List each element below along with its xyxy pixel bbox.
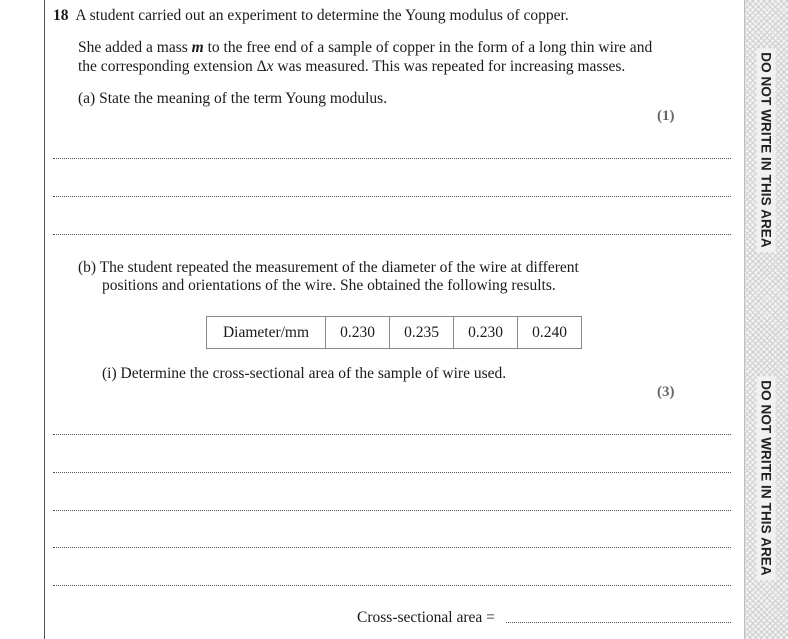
- para-text: to the free end of a sample of copper in the form of a long thin wire and: [203, 39, 653, 56]
- left-margin-rule: [44, 0, 45, 639]
- margin-warning-text: DO NOT WRITE IN THIS AREA: [757, 376, 776, 580]
- extension-symbol: x: [266, 58, 274, 75]
- mass-symbol: m: [191, 39, 204, 56]
- question-number: 18: [53, 7, 69, 24]
- answer-line[interactable]: [53, 472, 731, 473]
- table-row: [207, 317, 582, 349]
- answer-line[interactable]: [53, 196, 731, 197]
- para-text: She added a mass: [78, 39, 192, 56]
- question-intro: [53, 6, 569, 25]
- part-a-prompt: (a) State the meaning of the term Young modulus.: [78, 90, 388, 107]
- question-para-line1: [78, 38, 652, 57]
- answer-line[interactable]: [53, 547, 731, 548]
- table-cell: 0.230: [326, 317, 390, 349]
- question-para-line2: [78, 57, 625, 76]
- answer-line[interactable]: [53, 234, 731, 235]
- table-cell: 0.235: [390, 317, 454, 349]
- margin-warning-text: DO NOT WRITE IN THIS AREA: [757, 48, 776, 252]
- answer-field[interactable]: [506, 622, 731, 623]
- table-cell: 0.230: [454, 317, 518, 349]
- answer-line[interactable]: [53, 510, 731, 511]
- part-a-marks: (1): [657, 108, 675, 124]
- table-cell: 0.240: [518, 317, 582, 349]
- part-b-i-marks: (3): [657, 384, 675, 400]
- part-b-line2: positions and orientations of the wire. She obtained the following results.: [102, 277, 556, 294]
- answer-line[interactable]: [53, 434, 731, 435]
- part-b-i-prompt: (i) Determine the cross-sectional area of the sample of wire used.: [102, 365, 507, 382]
- answer-line[interactable]: [53, 158, 731, 159]
- diameter-results-table: [206, 316, 582, 349]
- para-text: was measured. This was repeated for increasing masses.: [273, 58, 626, 75]
- answer-line[interactable]: [53, 585, 731, 586]
- question-intro-text: A student carried out an experiment to determine the Young modulus of copper.: [75, 7, 569, 24]
- part-b-line1: (b) The student repeated the measurement of the diameter of the wire at different: [78, 259, 579, 276]
- table-header-cell: Diameter/mm: [207, 317, 326, 349]
- answer-label: Cross-sectional area =: [357, 609, 495, 626]
- para-text: the corresponding extension Δ: [78, 58, 267, 75]
